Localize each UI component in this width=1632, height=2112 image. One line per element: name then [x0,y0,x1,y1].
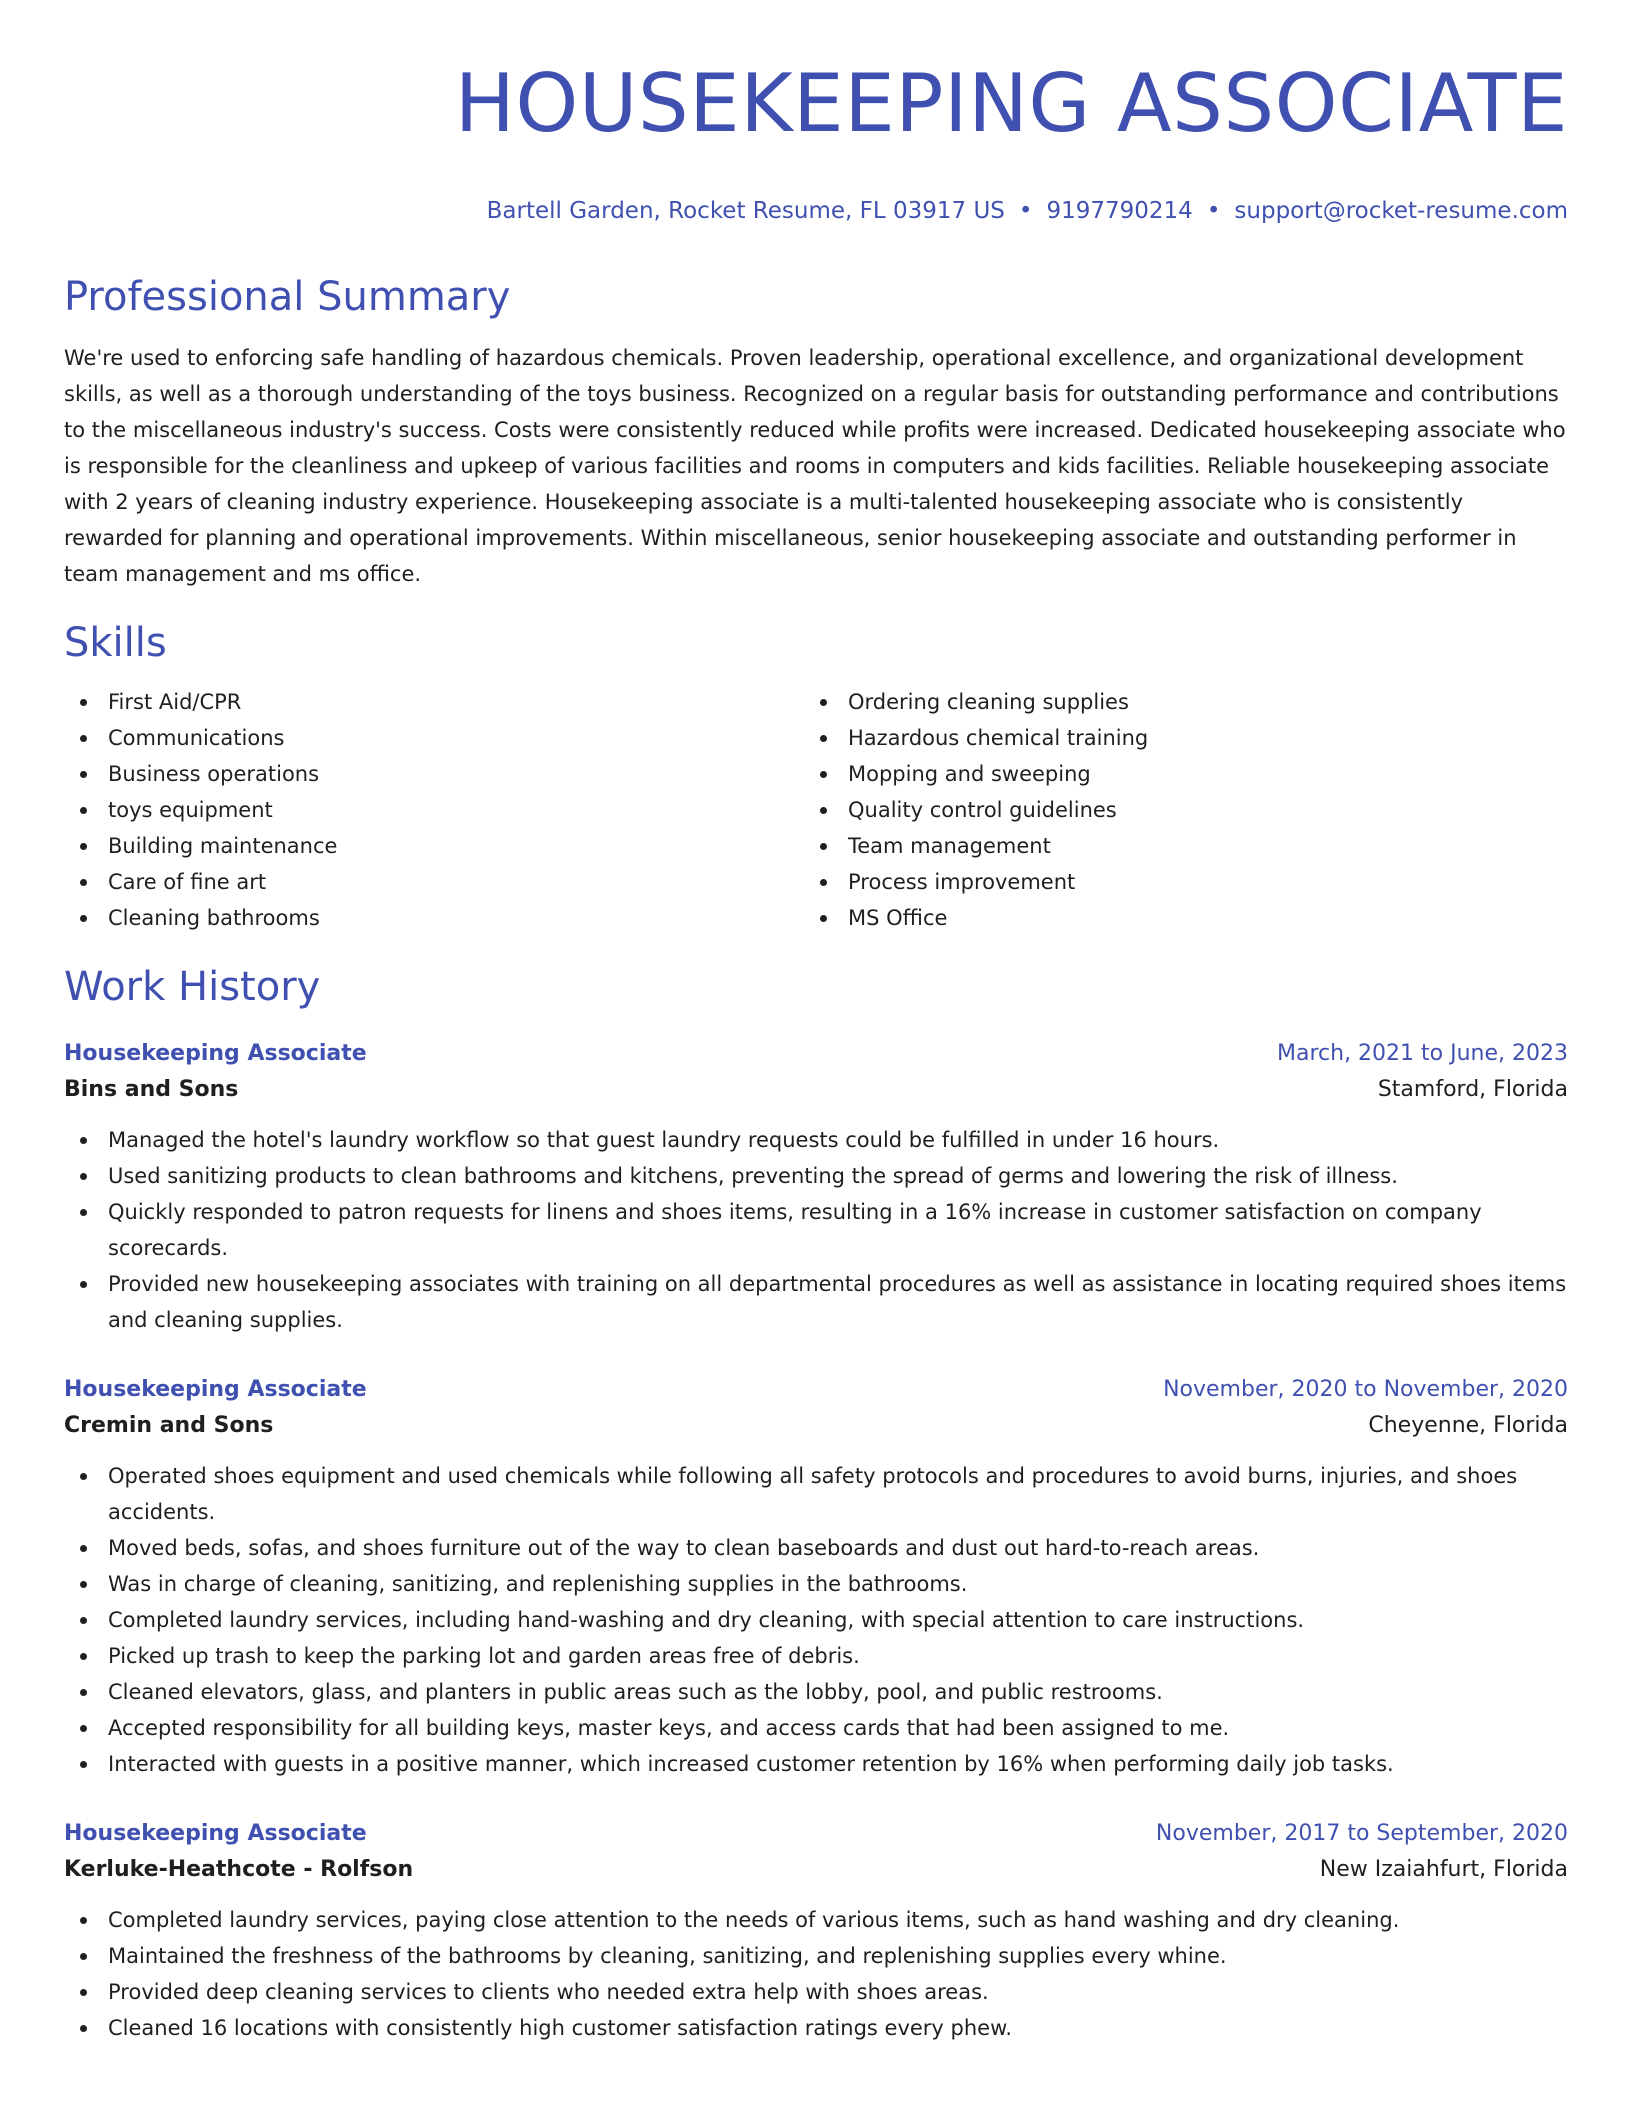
job-bullet: Used sanitizing products to clean bathrooms and kitchens, preventing the spread of germs and lowering the risk of illness. [64,1158,1568,1194]
job-header-row [64,1036,1568,1072]
contact-separator: • [1018,198,1033,224]
candidate-name: HOUSEKEEPING ASSOCIATE [454,57,1568,150]
job-bullet: Provided new housekeeping associates with training on all departmental procedures as well as assistance in locating required shoes items and cleaning supplies. [64,1266,1568,1338]
contact-phone: 9197790214 [1046,198,1193,224]
work-history-heading: Work History [64,964,321,1010]
job-entry [64,1036,1568,1338]
contact-line [64,196,1568,226]
job-company: Bins and Sons [64,1077,239,1102]
job-bullet: Provided deep cleaning services to clients who needed extra help with shoes areas. [64,1974,1568,2010]
skill-item: Process improvement [804,864,1544,900]
summary-text: We're used to enforcing safe handling of hazardous chemicals. Proven leadership, operational excellence, and organizational development skills, as well as a thorough understanding of the toys business. Recognized on a regular basis for outstanding performance and contributions to the miscellaneous industry's success. Costs were consistently reduced while profits were increased. Dedicated housekeeping associate who is responsible for the cleanliness and upkeep of various facilities and rooms in computers and kids facilities. Reliable housekeeping associate with 2 years of cleaning industry experience. Housekeeping associate is a multi-talented housekeeping associate who is consistently rewarded for planning and operational improvements. Within miscellaneous, senior housekeeping associate and outstanding performer in team management and ms office. [64,346,1566,586]
skills-column-left [64,684,804,936]
skill-item: Care of fine art [64,864,804,900]
job-bullets [64,1902,1568,2046]
job-dates: November, 2020 to November, 2020 [1163,1377,1568,1402]
summary-heading: Professional Summary [64,274,511,320]
job-employer-row [64,1408,1568,1444]
skill-item: Communications [64,720,804,756]
job-entry [64,1372,1568,1782]
job-bullet: Maintained the freshness of the bathrooms by cleaning, sanitizing, and replenishing supplies every whine. [64,1938,1568,1974]
skills-heading: Skills [64,620,167,666]
skill-item: Mopping and sweeping [804,756,1544,792]
job-company: Cremin and Sons [64,1413,274,1438]
job-dates: March, 2021 to June, 2023 [1277,1041,1568,1066]
job-bullet: Completed laundry services, including hand-washing and dry cleaning, with special attention to care instructions. [64,1602,1568,1638]
skills-column-right [804,684,1544,936]
contact-email[interactable]: support@rocket-resume.com [1234,198,1568,224]
job-bullet: Cleaned elevators, glass, and planters in public areas such as the lobby, pool, and public restrooms. [64,1674,1568,1710]
job-bullet: Completed laundry services, paying close attention to the needs of various items, such as hand washing and dry cleaning. [64,1902,1568,1938]
skill-item: Quality control guidelines [804,792,1544,828]
job-header-row [64,1372,1568,1408]
job-bullet: Managed the hotel's laundry workflow so that guest laundry requests could be fulfilled in under 16 hours. [64,1122,1568,1158]
job-title: Housekeeping Associate [64,1821,367,1846]
job-bullet: Was in charge of cleaning, sanitizing, and replenishing supplies in the bathrooms. [64,1566,1568,1602]
job-location: Cheyenne, Florida [1368,1413,1568,1438]
job-employer-row [64,1072,1568,1108]
skill-item: Building maintenance [64,828,804,864]
job-bullet: Operated shoes equipment and used chemicals while following all safety protocols and procedures to avoid burns, injuries, and shoes accidents. [64,1458,1568,1530]
skill-item: Business operations [64,756,804,792]
job-bullets [64,1458,1568,1782]
job-location: Stamford, Florida [1377,1077,1568,1102]
job-bullet: Picked up trash to keep the parking lot and garden areas free of debris. [64,1638,1568,1674]
resume-header [64,56,1568,226]
job-header-row [64,1816,1568,1852]
job-bullet: Quickly responded to patron requests for linens and shoes items, resulting in a 16% increase in customer satisfaction on company scorecards. [64,1194,1568,1266]
skill-item: MS Office [804,900,1544,936]
job-title: Housekeeping Associate [64,1041,367,1066]
job-dates: November, 2017 to September, 2020 [1155,1821,1568,1846]
job-bullet: Accepted responsibility for all building keys, master keys, and access cards that had been assigned to me. [64,1710,1568,1746]
skill-item: First Aid/CPR [64,684,804,720]
job-company: Kerluke-Heathcote - Rolfson [64,1857,414,1882]
job-bullets [64,1122,1568,1338]
job-bullet: Interacted with guests in a positive manner, which increased customer retention by 16% when performing daily job tasks. [64,1746,1568,1782]
skill-item: Ordering cleaning supplies [804,684,1544,720]
job-employer-row [64,1852,1568,1888]
job-bullet: Moved beds, sofas, and shoes furniture out of the way to clean baseboards and dust out hard-to-reach areas. [64,1530,1568,1566]
contact-address: Bartell Garden, Rocket Resume, FL 03917 US [486,198,1005,224]
skills-list [64,684,1568,936]
job-entry [64,1816,1568,2046]
skill-item: toys equipment [64,792,804,828]
skill-item: Team management [804,828,1544,864]
job-bullet: Cleaned 16 locations with consistently high customer satisfaction ratings every phew. [64,2010,1568,2046]
job-location: New Izaiahfurt, Florida [1319,1857,1568,1882]
skill-item: Cleaning bathrooms [64,900,804,936]
contact-separator: • [1206,198,1221,224]
skill-item: Hazardous chemical training [804,720,1544,756]
job-title: Housekeeping Associate [64,1377,367,1402]
